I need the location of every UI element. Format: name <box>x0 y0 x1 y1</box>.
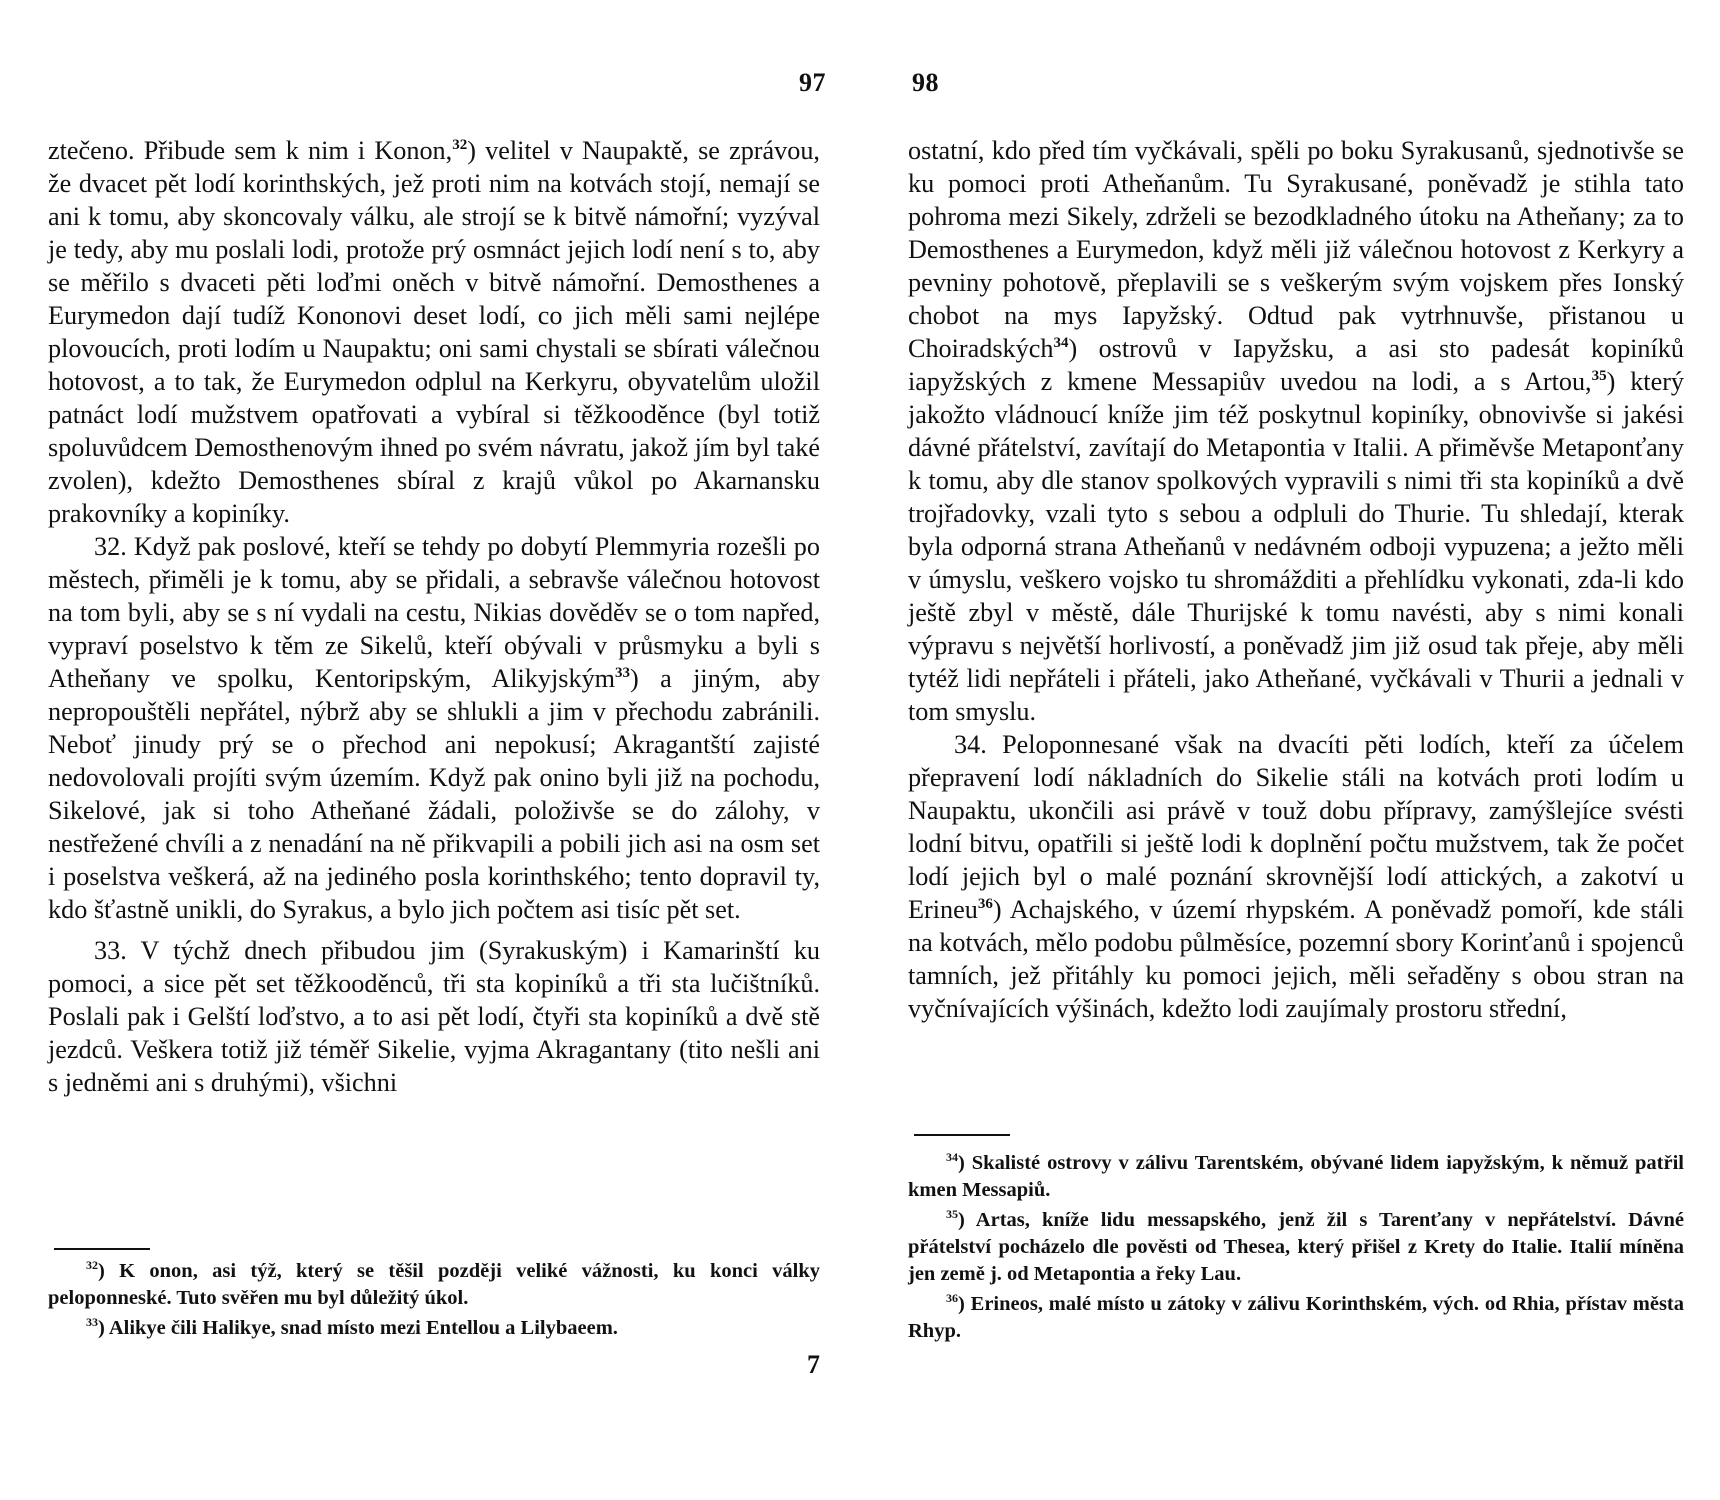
main-text <box>48 134 820 1099</box>
footnote-ref: 36 <box>977 896 993 912</box>
paragraph-text: ) ostrovů v Iapyžsku, a asi sto padesát kopiníků iapyžských z kmene Messapiův uvedou na lodi, a s Artou, <box>908 334 1684 396</box>
paragraph-text: ) který jakožto vládnoucí kníže jim též poskytnul kopiníky, obnovivše si jakési dávné přátelství, zavítají do Metapontia v Italii. A přiměvše Metaponťany k tomu, aby dle stanov spolkových vypravili s nimi tři sta kopiníků a dvě trojřadovky, vzali tyto s sebou a odpluli do Thurie. Tu shledají, kterak byla odporná strana Atheňanů v nedávném odboji vypuzena; a ježto měli v úmyslu, veškero vojsko tu shromážditi a přehlídku vykonati, zda-li kdo ještě zbyl v městě, dále Thurijské k tomu navésti, aby s nimi konali výpravu s největší horlivostí, a poněvadž jim již osud tak přeje, aby měli tytéž lidi nepřáteli i přáteli, jako Atheňané, vyčkávali v Thurii a jednali v tom smyslu. <box>908 367 1685 726</box>
footnote-marker: 34 <box>946 1150 958 1164</box>
page-number: 97 <box>799 68 826 97</box>
footnote-marker: 36 <box>946 1291 958 1305</box>
footnote-ref: 34 <box>1053 335 1069 351</box>
footnote-divider <box>914 1134 1010 1136</box>
footnote-ref: 33 <box>615 665 631 681</box>
main-text <box>908 134 1684 1025</box>
left-page <box>48 0 826 1500</box>
paragraph-text: ) a jiným, aby nepropouštěli nepřátel, nýbrž aby se shlukli a jim v přechodu zabránili. Neboť jinudy prý se o přechod ani nepokusí; Akragantští zajisté nedovolovali projíti svým územím. Když pak onino byli již na pochodu, Sikelové, jak si toho Atheňané žádali, položivše se do zálohy, v nestřežené chvíli a z nenadání na ně přikvapili a pobili jich asi na osm set i poselstva veškerá, až na jediného posla korinthského; tento dopravil ty, kdo šťastně unikli, do Syrakus, a bylo jich počtem asi tisíc pět set. <box>48 664 820 924</box>
signature-mark: 7 <box>807 1350 820 1379</box>
footnote <box>908 1150 1684 1204</box>
footnote <box>48 1315 820 1342</box>
paragraph <box>48 934 820 1099</box>
footnote-text: ) Erineos, malé místo u zátoky v zálivu Korinthském, vých. od Rhia, přístav města Rhyp. <box>908 1293 1684 1342</box>
footnote-text: ) Artas, kníže lidu messapského, jenž žil s Tarenťany v nepřátelství. Dávné přátelství pocházelo dle pověsti od Thesea, který přišel z Krety do Italie. Italií míněna jen země j. od Metapontia a řeky Lau. <box>908 1209 1684 1285</box>
paragraph <box>908 134 1684 728</box>
page-number: 98 <box>912 68 939 97</box>
paragraph-text: ) velitel v Naupaktě, se zprávou, že dvacet pět lodí korinthských, jež proti nim na kotvách stojí, nemají se ani k tomu, aby skoncovaly válku, ale strojí se k bitvě námořní; vyzýval je tedy, aby mu poslali lodi, protože prý osmnáct jejich lodí není s to, aby se měřilo s dvaceti pěti loďmi oněch v bitvě námořní. Demosthenes a Eurymedon dají tudíž Kononovi deset lodí, co jich měli sami nejlépe plovoucích, proti lodím u Naupaktu; oni sami chystali se sbírati válečnou hotovost, a to tak, že Eurymedon odplul na Kerkyru, obyvatelům uložil patnáct lodí mužstvem opatřovati a vybíral si těžkooděnce (byl totiž spoluvůdcem Demosthenovým ihned po svém návratu, jakož jím byl také zvolen), kdežto Demosthenes sbíral z krajů vůkol po Akarnansku prakovníky a kopiníky. <box>48 136 820 528</box>
paragraph <box>908 728 1684 1025</box>
footnote-divider <box>54 1248 150 1250</box>
footnote <box>908 1207 1684 1288</box>
paragraph-text: ztečeno. Přibude sem k nim i Konon, <box>48 136 453 165</box>
footnote-ref: 35 <box>1591 368 1607 384</box>
paragraph <box>48 530 820 926</box>
footnote <box>48 1258 820 1312</box>
footnote-marker: 35 <box>946 1207 958 1221</box>
paragraph <box>48 134 820 530</box>
footnote-text: ) Skalisté ostrovy v zálivu Tarentském, obývané lidem iapyžským, k němuž patřil kmen Messapiů. <box>908 1152 1684 1201</box>
footnote-ref: 32 <box>452 137 468 153</box>
footnotes <box>908 1150 1684 1348</box>
paragraph-text: 32. Když pak poslové, kteří se tehdy po dobytí Plemmyria rozešli po městech, přiměli je k tomu, aby se přidali, a sebravše válečnou hotovost na tom byli, aby se s ní vydali na cestu, Nikias dověděv se o tom napřed, vypraví poselstvo k těm ze Sikelů, kteří obývali v průsmyku a byli s Atheňany ve spolku, Kentoripským, Alikyjským <box>48 532 820 693</box>
footnote <box>908 1291 1684 1345</box>
footnote-marker: 33 <box>86 1315 98 1329</box>
right-page <box>908 0 1684 1500</box>
paragraph-text: 34. Peloponnesané však na dvacíti pěti lodích, kteří za účelem přepravení lodí nákladních do Sikelie stáli na kotvách proti lodím u Naupaktu, ukončili asi právě v touž dobu přípravy, zamýšlejíce svésti lodní bitvu, opatřili si ještě lodi k doplnění počtu mužstvem, tak že počet lodí jejich byl o malé poznání skrovnější lodí attických, a zakotví u Erineu <box>908 730 1684 924</box>
paragraph-text: ) Achajského, v území rhypském. A poněvadž pomoří, kde stáli na kotvách, mělo podobu půlměsíce, pozemní sbory Korinťanů i spojenců tamních, jež přitáhly ku pomoci jejich, měli seřaděny s obou stran na vyčnívajících výšinách, kdežto lodi zaujímaly prostoru střední, <box>908 895 1684 1023</box>
footnotes <box>48 1258 820 1345</box>
footnote-text: ) K onon, asi týž, který se těšil později veliké vážnosti, ku konci války peloponneské. Tuto svěřen mu byl důležitý úkol. <box>48 1260 820 1309</box>
paragraph-text: ostatní, kdo před tím vyčkávali, spěli po boku Syrakusanů, sjednotivše se ku pomoci proti Atheňanům. Tu Syrakusané, poněvadž je stihla tato pohroma mezi Sikely, zdrželi se bezodkladného útoku na Atheňany; za to Demosthenes a Eurymedon, když měli již válečnou hotovost z Kerkyry a pevniny pohotově, přeplavili se s veškerým svým vojskem přes Ionský chobot na mys Iapyžský. Odtud pak vytrhnuvše, přistanou u Choiradských <box>908 136 1684 363</box>
footnote-text: ) Alikye čili Halikye, snad místo mezi Entellou a Lilybaeem. <box>98 1317 618 1339</box>
paragraph-text: 33. V týchž dnech přibudou jim (Syrakuským) i Kamarinští ku pomoci, a sice pět set těžkooděnců, tři sta kopiníků a tři sta lučištníků. Poslali pak i Gelští loďstvo, a to asi pět lodí, čtyři sta kopiníků a dvě stě jezdců. Veškera totiž již téměř Sikelie, vyjma Akragantany (tito nešli ani s jedněmi ani s druhými), všichni <box>48 936 820 1097</box>
footnote-marker: 32 <box>86 1258 98 1272</box>
